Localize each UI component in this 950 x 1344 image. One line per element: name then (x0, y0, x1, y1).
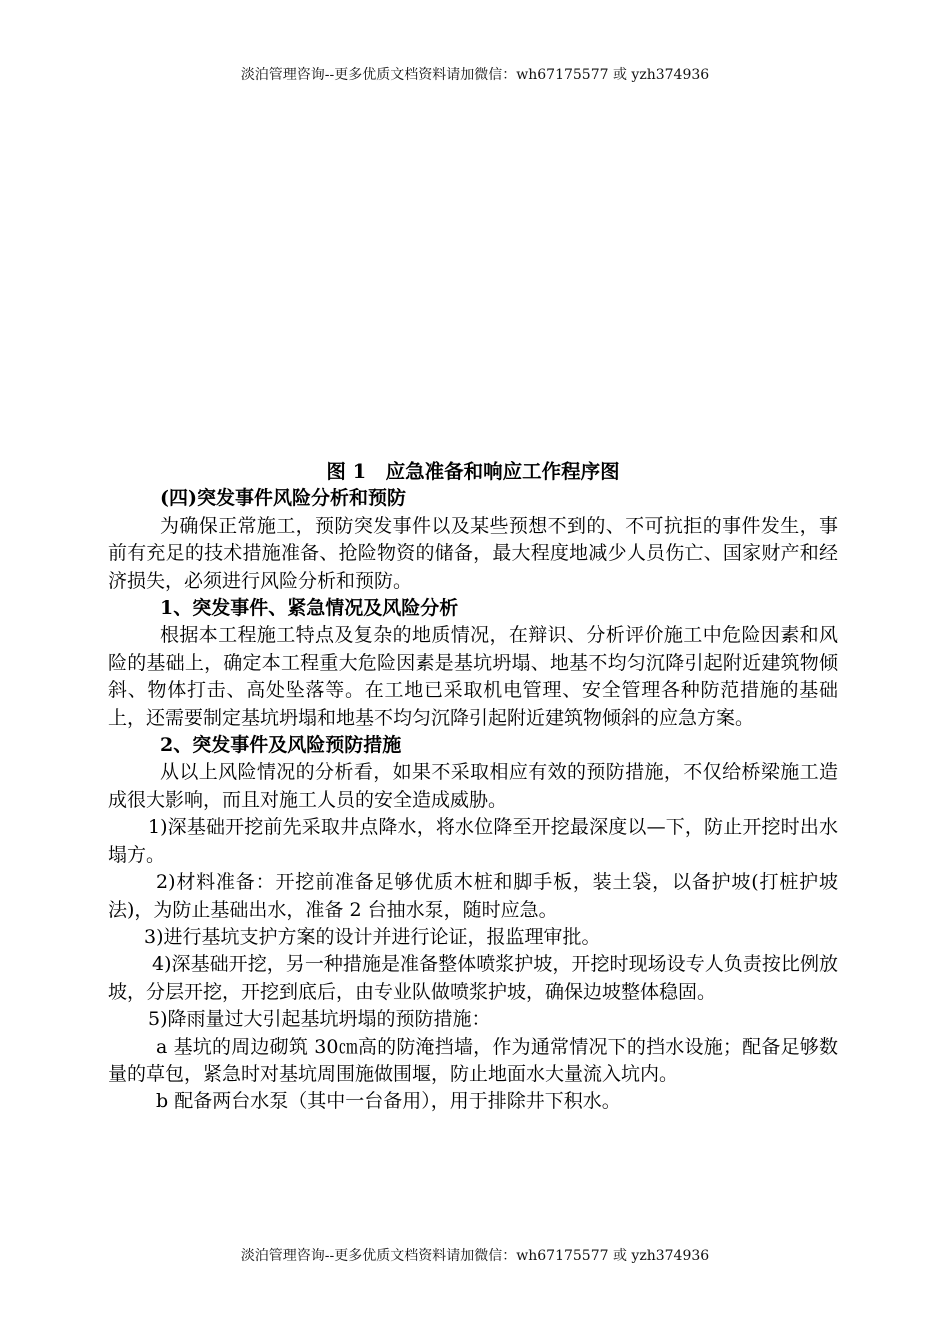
section-title: (四)突发事件风险分析和预防 (160, 487, 406, 510)
heading-prevention-measures: 2、突发事件及风险预防措施 (160, 734, 402, 757)
page-header: 淡泊管理咨询--更多优质文档资料请加微信：wh67175577 或 yzh374936 (240, 67, 710, 83)
measure-item-1: 1)深基础开挖前先采取井点降水，将水位降至开挖最深度以—下，防止开挖时出水塌方。 (108, 816, 838, 866)
document-body (108, 458, 838, 1116)
risk-analysis-paragraph: 根据本工程施工特点及复杂的地质情况，在辩识、分析评价施工中危险因素和风险的基础上，确定本工程重大危险因素是基坑坍塌、地基不均匀沉降引起附近建筑物倾斜、物体打击、高处坠落等。在工地已采取机电管理、安全管理各种防范措施的基础上，还需要制定基坑坍塌和地基不均匀沉降引起附近建筑物倾斜的应急方案。 (108, 624, 838, 729)
prevention-paragraph: 从以上风险情况的分析看，如果不采取相应有效的预防措施，不仅给桥梁施工造成很大影响，而且对施工人员的安全造成威胁。 (108, 761, 838, 811)
figure-caption: 图 1 应急准备和响应工作程序图 (326, 460, 620, 483)
measure-item-5: 5)降雨量过大引起基坑坍塌的预防措施： (148, 1008, 491, 1031)
intro-paragraph: 为确保正常施工，预防突发事件以及某些预想不到的、不可抗拒的事件发生，事前有充足的技术措施准备、抢险物资的储备，最大程度地减少人员伤亡、国家财产和经济损失，必须进行风险分析和预防。 (108, 514, 838, 592)
measure-item-2: 2)材料准备：开挖前准备足够优质木桩和脚手板，装土袋，以备护坡(打桩护坡法)，为防止基础出水，准备 2 台抽水泵，随时应急。 (108, 871, 838, 921)
measure-sub-a: a 基坑的周边砌筑 30㎝高的防淹挡墙，作为通常情况下的挡水设施；配备足够数量的草包，紧急时对基坑周围施做围堰，防止地面水大量流入坑内。 (108, 1035, 838, 1085)
heading-risk-analysis: 1、突发事件、紧急情况及风险分析 (160, 597, 459, 620)
measure-item-3: 3)进行基坑支护方案的设计并进行论证，报监理审批。 (144, 925, 601, 948)
page-footer: 淡泊管理咨询--更多优质文档资料请加微信：wh67175577 或 yzh374936 (240, 1248, 710, 1264)
measure-sub-b: b 配备两台水泵（其中一台备用），用于排除井下积水。 (156, 1090, 621, 1113)
measure-item-4: 4)深基础开挖，另一种措施是准备整体喷浆护坡，开挖时现场设专人负责按比例放坡，分层开挖，开挖到底后，由专业队做喷浆护坡，确保边坡整体稳固。 (108, 953, 838, 1003)
